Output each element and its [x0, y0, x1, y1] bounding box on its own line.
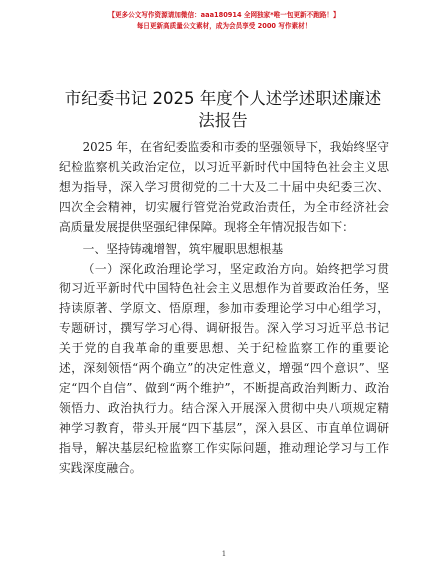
- document-body: [59, 138, 389, 479]
- page-number: 1: [221, 550, 227, 558]
- promo-banner-line-2: 每日更新高质量公文素材，成为会员享受 2000 写作素材！: [136, 22, 312, 30]
- section-heading-1: 一、坚持铸魂增智，筑牢履职思想根基: [82, 241, 284, 256]
- document-title: 市纪委书记 2025 年度个人述学述职述廉述法报告: [64, 89, 382, 130]
- section-1-paragraph-1: （一）深化政治理论学习，坚定政治方向。始终把学习贯彻习近平新时代中国特色社会主义思想作为首要政治任务，坚持读原著、学原文、悟原理，参加市委理论学习中心组学习，专题研讨，撰写学习心得、调研报告。深入学习习近平总书记关于党的自我革命的重要思想、关于纪检监察工作的重要论述，深刻领悟“两个确立”的决定性意义，增强“四个意识”、坚定“四个自信”、做到“两个维护”，不断提高政治判断力、政治领悟力、政治执行力。结合深入开展深入贯彻中央八项规定精神学习教育，带头开展“四下基层”，深入县区、市直单位调研指导，解决基层纪检监察工作实际问题，推动理论学习与工作实践深度融合。: [59, 261, 389, 475]
- intro-paragraph: 2025 年，在省纪委监委和市委的坚强领导下，我始终坚守纪检监察机关政治定位，以习近平新时代中国特色社会主义思想为指导，深入学习贯彻党的二十大及二十届中央纪委三次、四次全会精神，切实履行管党治党政治责任，为全市经济社会高质量发展提供坚强纪律保障。现将全年情况报告如下：: [59, 140, 389, 234]
- promo-banner-line-1: 【更多公文写作资源请加微信：aaa180914 全网独家*唯一包更新不跑路！】: [108, 11, 340, 19]
